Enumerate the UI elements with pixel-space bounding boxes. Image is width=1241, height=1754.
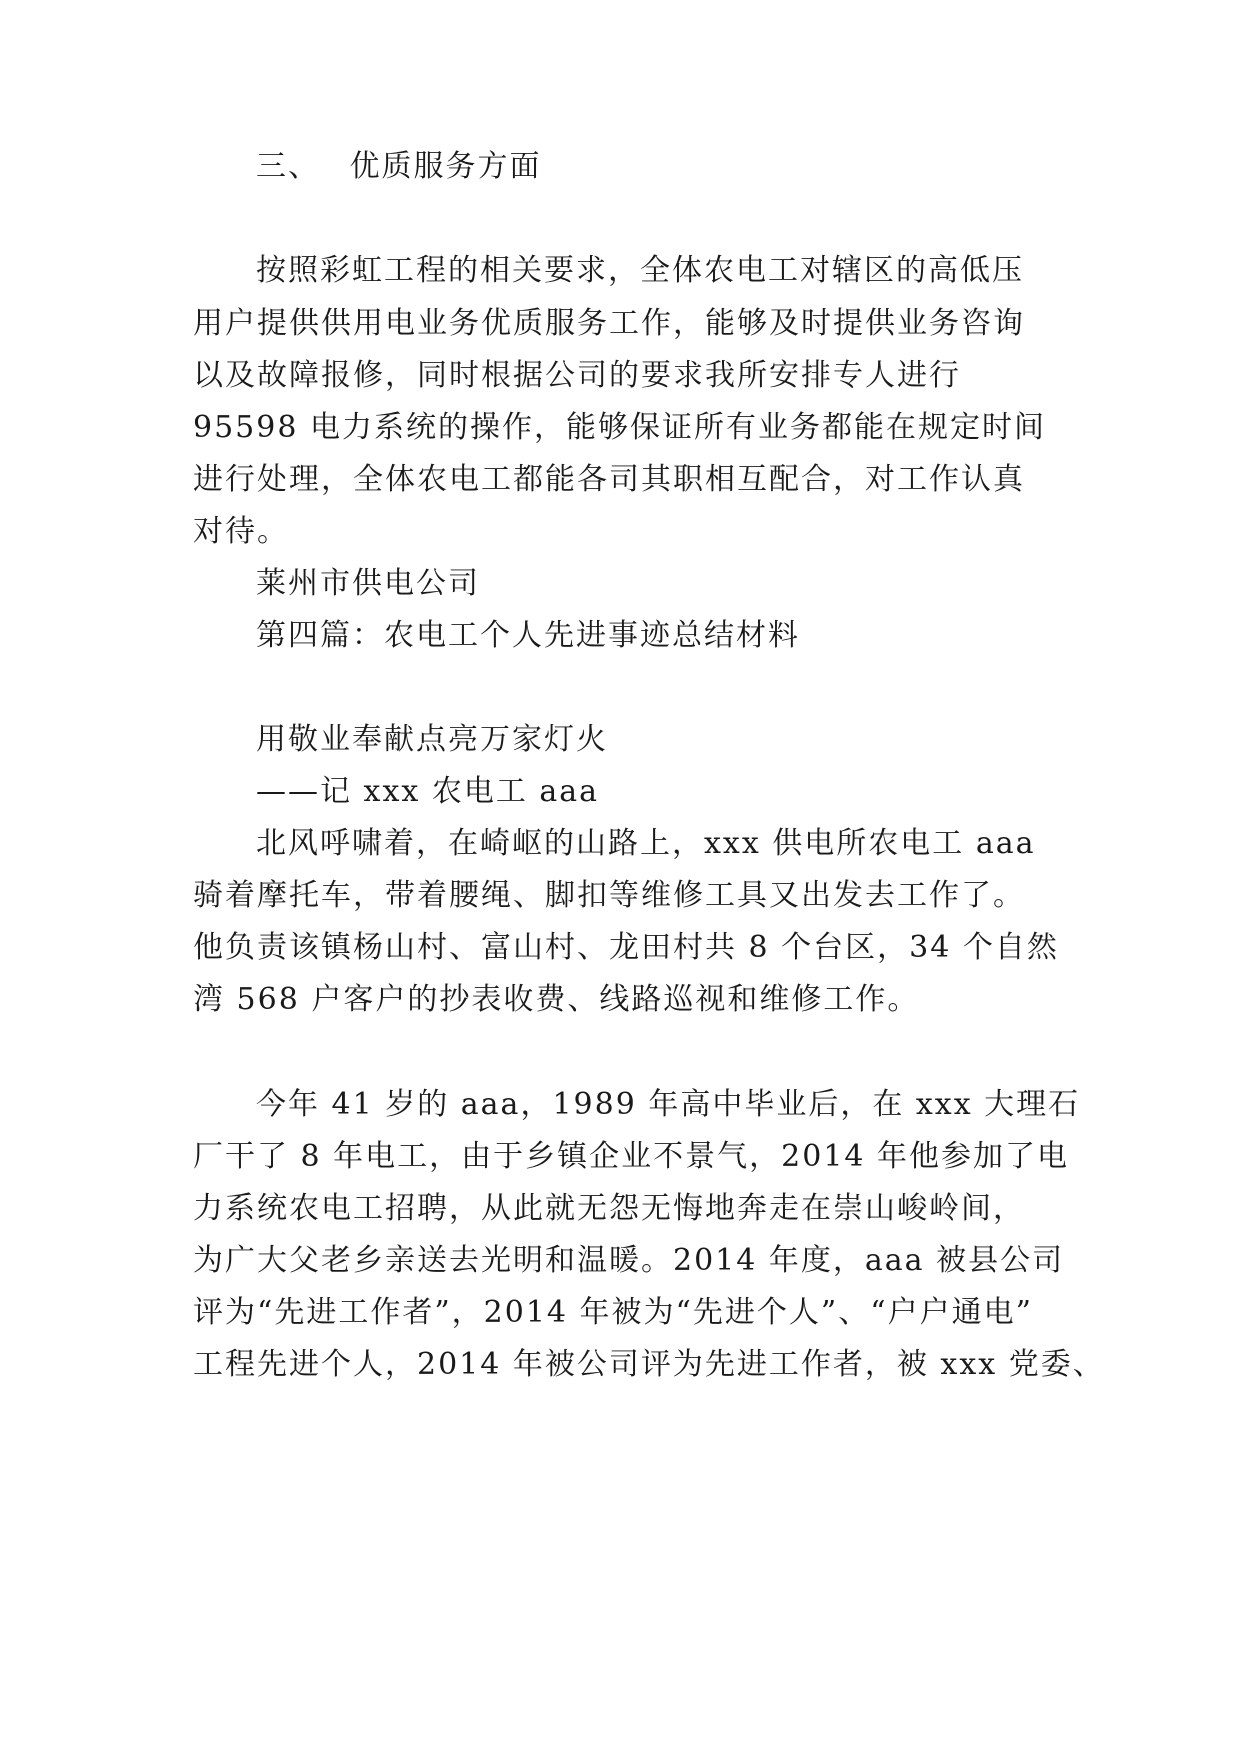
section-heading: 三、 优质服务方面 (256, 149, 542, 184)
paragraph-3-line-1: 今年 41 岁的 aaa，1989 年高中毕业后，在 xxx 大理石 (256, 1087, 1081, 1122)
paragraph-2-line-4: 湾 568 户客户的抄表收费、线路巡视和维修工作。 (193, 982, 920, 1017)
paragraph-3-line-2: 厂干了 8 年电工，由于乡镇企业不景气，2014 年他参加了电 (193, 1139, 1070, 1174)
chapter-title: 第四篇：农电工个人先进事迹总结材料 (256, 618, 800, 653)
paragraph-1-line-1: 按照彩虹工程的相关要求，全体农电工对辖区的高低压 (256, 253, 1024, 288)
article-title: 用敬业奉献点亮万家灯火 (256, 722, 608, 757)
paragraph-1-line-3: 以及故障报修，同时根据公司的要求我所安排专人进行 (193, 358, 961, 393)
paragraph-3-line-6: 工程先进个人，2014 年被公司评为先进工作者，被 xxx 党委、 (193, 1347, 1105, 1382)
paragraph-1-line-6: 对待。 (193, 514, 289, 549)
paragraph-2-line-1: 北风呼啸着，在崎岖的山路上，xxx 供电所农电工 aaa (256, 826, 1036, 861)
paragraph-1-line-5: 进行处理，全体农电工都能各司其职相互配合，对工作认真 (193, 462, 1025, 497)
paragraph-3-line-5: 评为“先进工作者”，2014 年被为“先进个人”、“户户通电” (193, 1295, 1033, 1330)
paragraph-2-line-3: 他负责该镇杨山村、富山村、龙田村共 8 个台区，34 个自然 (193, 930, 1059, 965)
paragraph-3-line-4: 为广大父老乡亲送去光明和温暖。2014 年度，aaa 被县公司 (193, 1243, 1065, 1278)
paragraph-1-line-4: 95598 电力系统的操作，能够保证所有业务都能在规定时间 (193, 410, 1046, 445)
company-name: 莱州市供电公司 (256, 566, 480, 601)
article-subtitle: ——记 xxx 农电工 aaa (256, 774, 600, 809)
paragraph-1-line-2: 用户提供供用电业务优质服务工作，能够及时提供业务咨询 (193, 306, 1025, 341)
paragraph-3-line-3: 力系统农电工招聘，从此就无怨无悔地奔走在崇山峻岭间， (193, 1191, 1025, 1226)
paragraph-2-line-2: 骑着摩托车，带着腰绳、脚扣等维修工具又出发去工作了。 (193, 878, 1025, 913)
